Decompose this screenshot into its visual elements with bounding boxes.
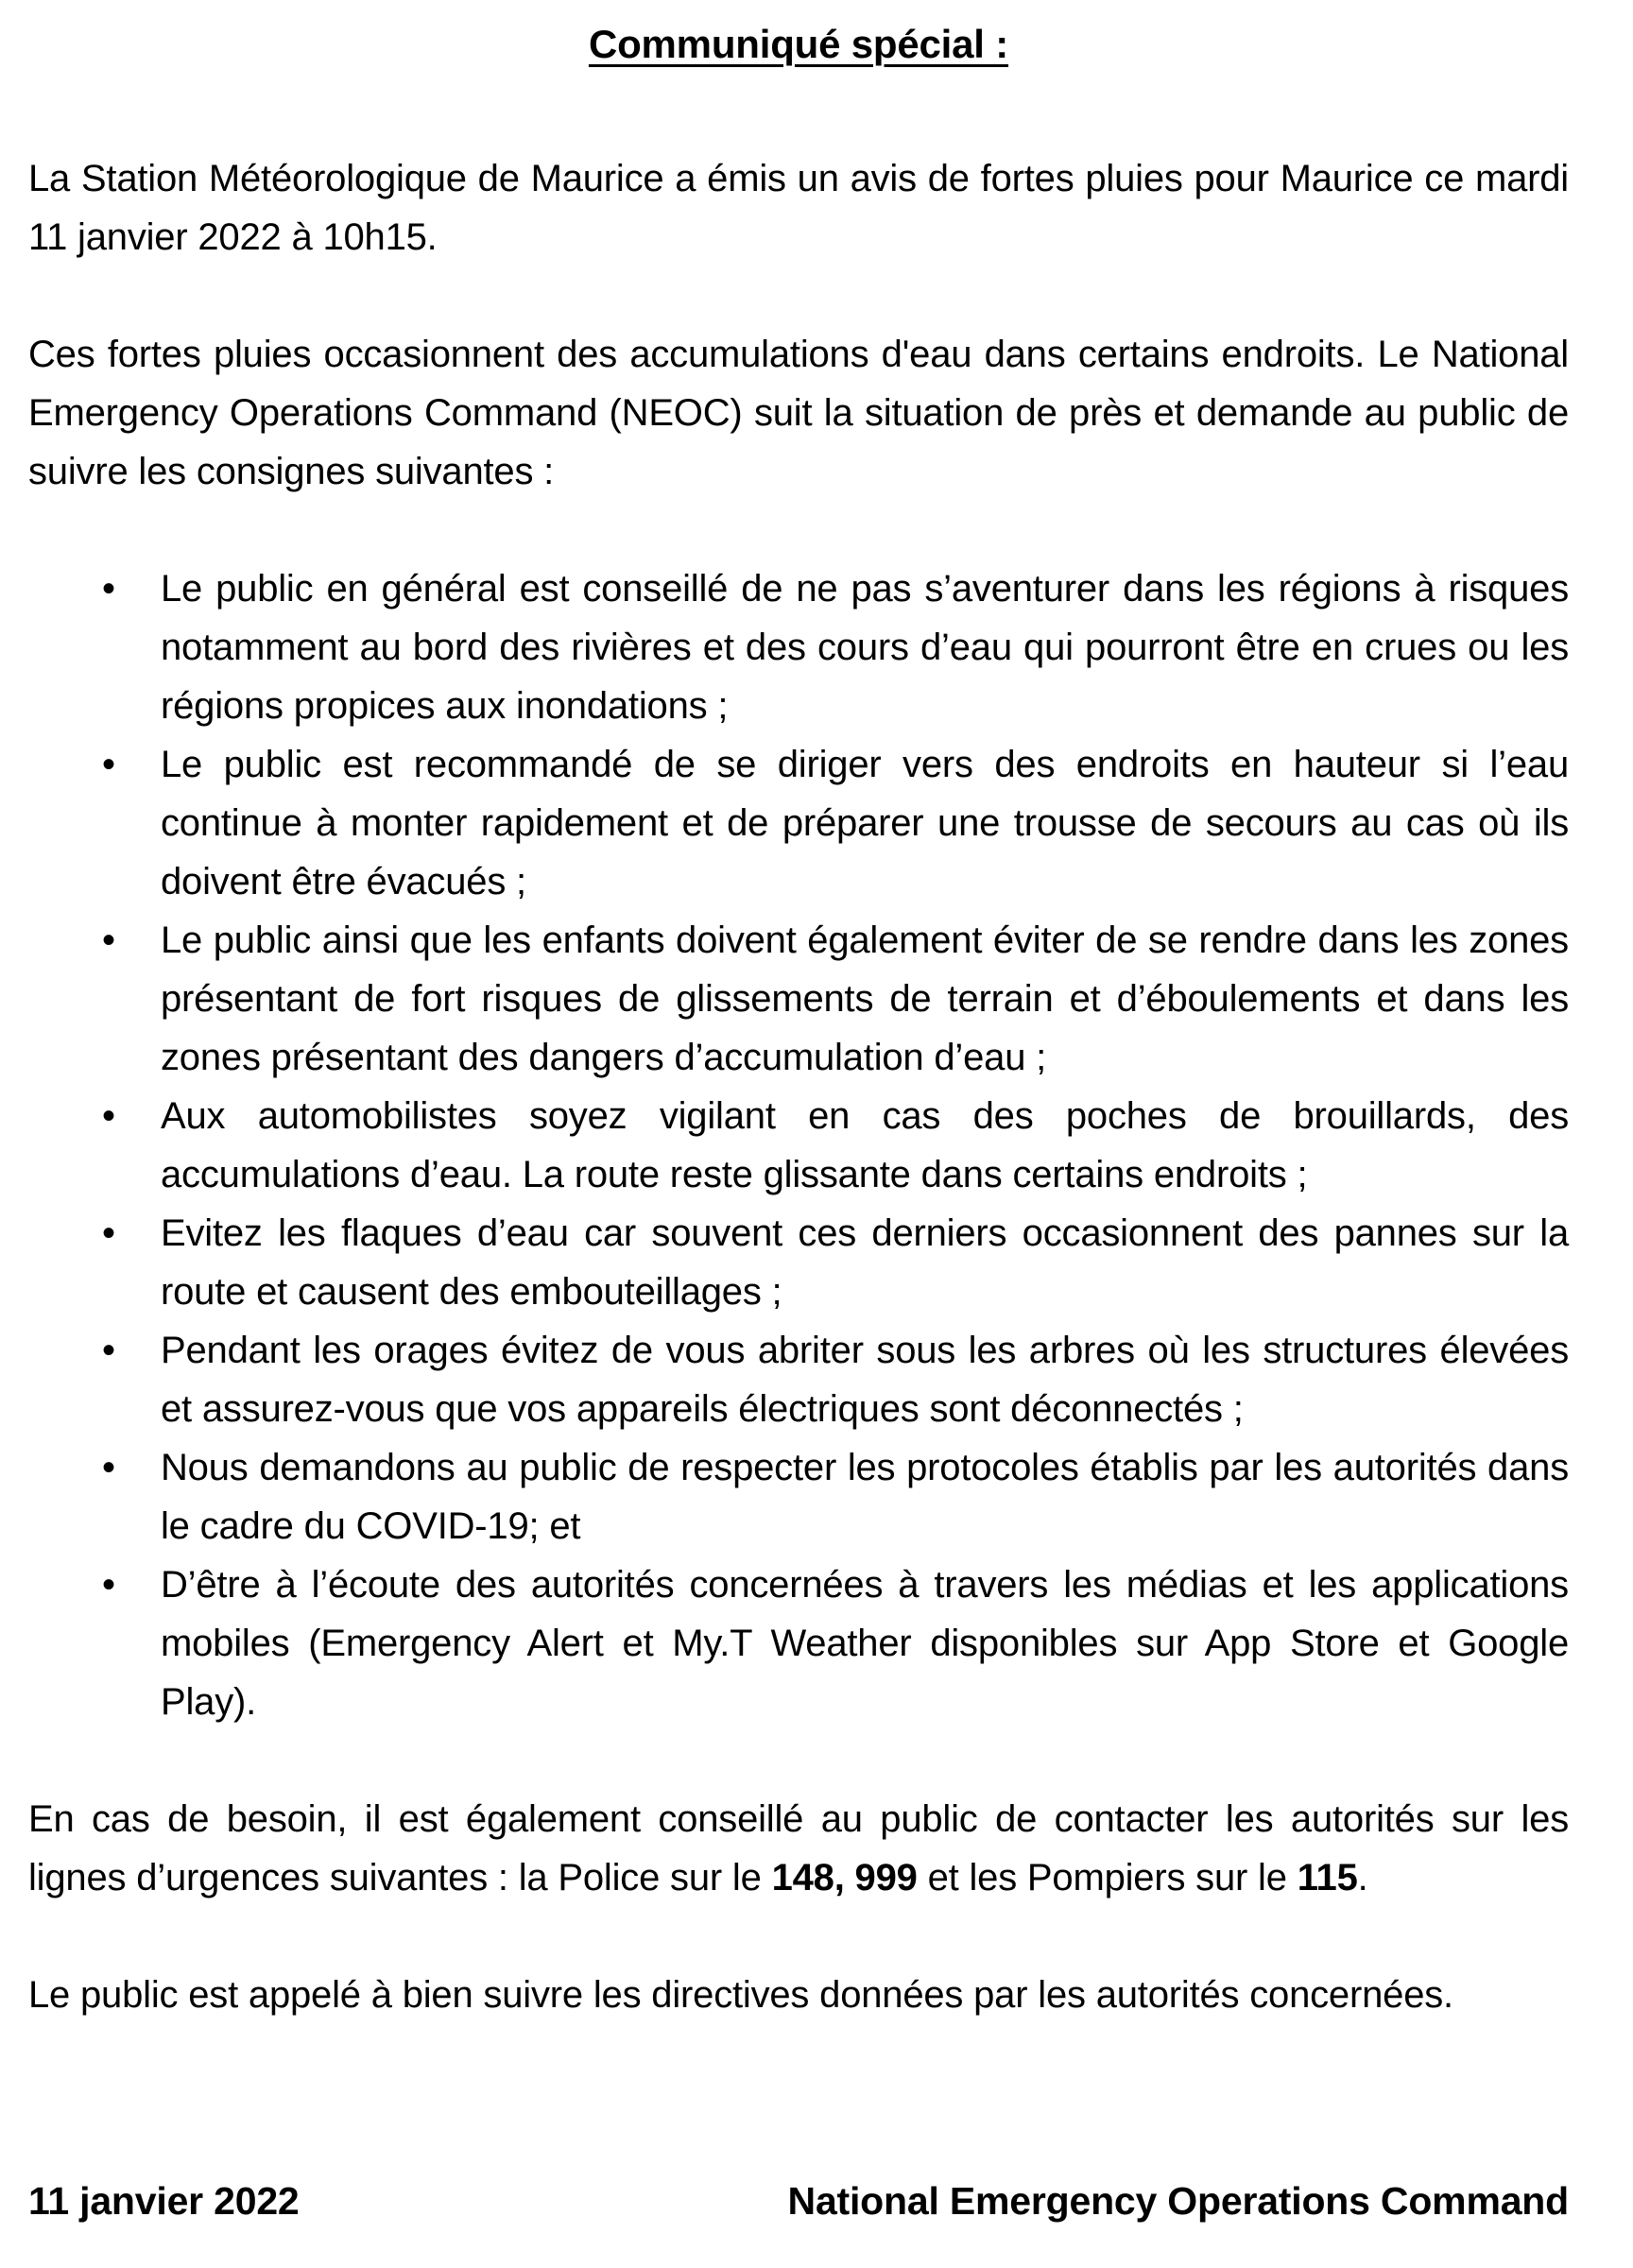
footer (28, 2172, 1569, 2230)
emergency-text-1: En cas de besoin, il est également conseillé au public de contacter les autorités sur les lignes d’urgences suivantes : la Police sur le (28, 1798, 1569, 1899)
bullet-icon: • (102, 919, 115, 961)
list-item (28, 735, 1569, 911)
list-item (28, 1204, 1569, 1321)
closing-paragraph: Le public est appelé à bien suivre les directives données par les autorités concernées. (28, 1974, 1453, 2016)
list-item (28, 1321, 1569, 1438)
bullet-icon: • (102, 1212, 115, 1254)
list-item (28, 1087, 1569, 1204)
bullet-icon: • (102, 744, 115, 785)
page-title (28, 15, 1569, 74)
context-paragraph: Ces fortes pluies occasionnent des accumulations d'eau dans certains endroits. Le National Emergency Operations Command (NEOC) suit la situation de près et demande au public de suivre les consignes suivantes : (28, 334, 1569, 492)
fire-number: 115 (1297, 1857, 1358, 1899)
emergency-contacts-paragraph (28, 1790, 1569, 1907)
list-item-text: Le public est recommandé de se diriger vers des endroits en hauteur si l’eau continue à monter rapidement et de préparer une trousse de secours au cas où ils doivent être évacués ; (161, 744, 1569, 902)
list-item (28, 1555, 1569, 1731)
police-numbers: 148, 999 (771, 1857, 918, 1899)
footer-date: 11 janvier 2022 (28, 2179, 300, 2223)
list-item (28, 911, 1569, 1087)
emergency-text-2: et les Pompiers sur le (917, 1857, 1298, 1899)
list-item-text: Pendant les orages évitez de vous abriter sous les arbres où les structures élevées et assurez-vous que vos appareils électriques sont déconnectés ; (161, 1330, 1569, 1430)
intro-paragraph: La Station Météorologique de Maurice a émis un avis de fortes pluies pour Maurice ce mardi 11 janvier 2022 à 10h15. (28, 158, 1569, 258)
footer-organization: National Emergency Operations Command (787, 2179, 1569, 2223)
bullet-icon: • (102, 568, 115, 610)
emergency-text-3: . (1357, 1857, 1368, 1899)
list-item-text: Evitez les flaques d’eau car souvent ces derniers occasionnent des pannes sur la route et causent des embouteillages ; (161, 1212, 1569, 1313)
list-item-text: Aux automobilistes soyez vigilant en cas des poches de brouillards, des accumulations d’eau. La route reste glissante dans certains endroits ; (161, 1095, 1569, 1195)
bullet-icon: • (102, 1095, 115, 1137)
page-title-text: Communiqué spécial : (588, 22, 1009, 66)
list-item-text: Le public en général est conseillé de ne pas s’aventurer dans les régions à risques notamment au bord des rivières et des cours d’eau qui pourront être en crues ou les régions propices aux inondations ; (161, 568, 1569, 727)
advice-list (28, 559, 1569, 1731)
list-item-text: Le public ainsi que les enfants doivent également éviter de se rendre dans les zones présentant de fort risques de glissements de terrain et d’éboulements et dans les zones présentant des dangers d’accumulation d’eau ; (161, 919, 1569, 1078)
list-item (28, 559, 1569, 735)
bullet-icon: • (102, 1447, 115, 1488)
bullet-icon: • (102, 1330, 115, 1371)
bullet-icon: • (102, 1564, 115, 1606)
list-item-text: Nous demandons au public de respecter les protocoles établis par les autorités dans le cadre du COVID-19; et (161, 1447, 1569, 1547)
list-item (28, 1438, 1569, 1555)
list-item-text: D’être à l’écoute des autorités concernées à travers les médias et les applications mobiles (Emergency Alert et My.T Weather disponibles sur App Store et Google Play). (161, 1564, 1569, 1723)
